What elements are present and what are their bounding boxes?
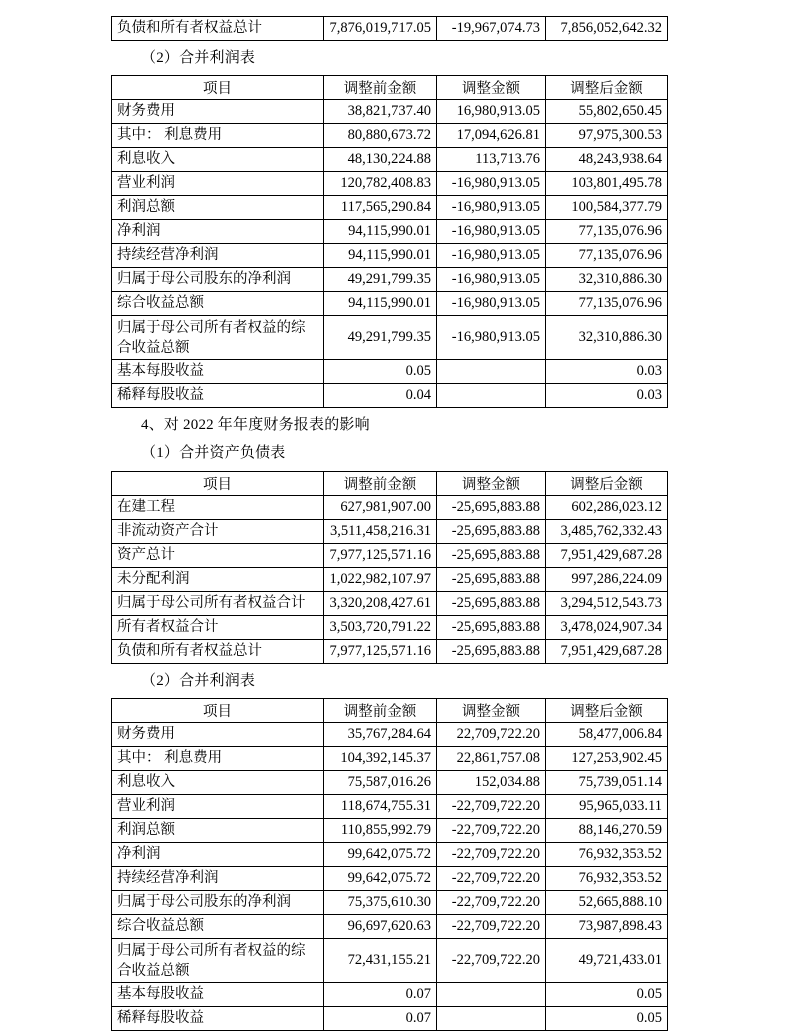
row-item-label: 其中： 利息费用: [112, 747, 324, 771]
row-amount-adjust: -25,695,883.88: [437, 568, 546, 592]
row-amount-after: 0.03: [546, 384, 668, 408]
table-row: [112, 939, 668, 983]
row-amount-adjust: -25,695,883.88: [437, 592, 546, 616]
table-row: [112, 723, 668, 747]
table-row: [112, 747, 668, 771]
row-amount-before: 0.07: [324, 1007, 437, 1031]
row-amount-adjust: -22,709,722.20: [437, 915, 546, 939]
row-item-label: 利息收入: [112, 148, 324, 172]
row-amount-before: 0.04: [324, 384, 437, 408]
row-amount-adjust: [437, 983, 546, 1007]
row-amount-before: 117,565,290.84: [324, 196, 437, 220]
row-amount-before: 1,022,982,107.97: [324, 568, 437, 592]
row-item-label: 营业利润: [112, 172, 324, 196]
row-amount-adjust: -16,980,913.05: [437, 244, 546, 268]
row-item-label: 营业利润: [112, 795, 324, 819]
row-amount-before: 49,291,799.35: [324, 316, 437, 360]
column-header-before: 调整前金额: [324, 76, 437, 100]
table-row: [112, 771, 668, 795]
row-amount-adjust: -16,980,913.05: [437, 292, 546, 316]
table-row: [112, 544, 668, 568]
row-amount-before: 0.07: [324, 983, 437, 1007]
table-row: [112, 568, 668, 592]
table-row: [112, 220, 668, 244]
row-amount-before: 94,115,990.01: [324, 292, 437, 316]
row-amount-adjust: 22,861,757.08: [437, 747, 546, 771]
row-item-label: 所有者权益合计: [112, 616, 324, 640]
row-amount-after: 76,932,353.52: [546, 867, 668, 891]
row-amount-after: 77,135,076.96: [546, 244, 668, 268]
row-amount-after: 602,286,023.12: [546, 496, 668, 520]
table-row: [112, 360, 668, 384]
row-item-label: 利润总额: [112, 196, 324, 220]
row-amount-adjust: 152,034.88: [437, 771, 546, 795]
row-amount-before: 72,431,155.21: [324, 939, 437, 983]
row-amount-adjust: [437, 1007, 546, 1031]
row-item-label: 其中： 利息费用: [112, 124, 324, 148]
table-row: [112, 915, 668, 939]
table-row: [112, 316, 668, 360]
row-amount-before: 3,511,458,216.31: [324, 520, 437, 544]
row-amount-after: 3,485,762,332.43: [546, 520, 668, 544]
table-row: [112, 867, 668, 891]
row-amount-adjust: [437, 360, 546, 384]
heading-profit-2021: （2）合并利润表: [141, 50, 256, 66]
table-row: [112, 100, 668, 124]
row-amount-adjust: -22,709,722.20: [437, 867, 546, 891]
row-amount-before: 118,674,755.31: [324, 795, 437, 819]
row-amount-before: 120,782,408.83: [324, 172, 437, 196]
row-amount-adjust: -16,980,913.05: [437, 268, 546, 292]
row-item-label: 归属于母公司股东的净利润: [112, 268, 324, 292]
column-header-adjust: 调整金额: [437, 472, 546, 496]
table-balance-2022-head: [112, 472, 668, 496]
row-amount-after: 48,243,938.64: [546, 148, 668, 172]
table-row: [112, 17, 668, 41]
row-amount-adjust: -22,709,722.20: [437, 795, 546, 819]
row-amount-adjust: 17,094,626.81: [437, 124, 546, 148]
row-amount-after: 75,739,051.14: [546, 771, 668, 795]
row-item-label: 归属于母公司股东的净利润: [112, 891, 324, 915]
row-amount-adjust: -22,709,722.20: [437, 819, 546, 843]
row-amount-after: 49,721,433.01: [546, 939, 668, 983]
row-amount-before: 75,587,016.26: [324, 771, 437, 795]
row-amount-after: 997,286,224.09: [546, 568, 668, 592]
row-item-label: 财务费用: [112, 100, 324, 124]
row-item-label: 持续经营净利润: [112, 244, 324, 268]
row-amount-adjust: 22,709,722.20: [437, 723, 546, 747]
row-amount-adjust: -16,980,913.05: [437, 196, 546, 220]
table-continuation-body: [112, 17, 668, 41]
row-amount-after: 0.05: [546, 1007, 668, 1031]
row-amount-adjust: -25,695,883.88: [437, 640, 546, 664]
row-item-label: 基本每股收益: [112, 983, 324, 1007]
row-amount-after: 52,665,888.10: [546, 891, 668, 915]
table-row: [112, 292, 668, 316]
table-row: [112, 172, 668, 196]
row-amount-adjust: -16,980,913.05: [437, 172, 546, 196]
row-item-label: 持续经营净利润: [112, 867, 324, 891]
table-balance-2022-body: [112, 496, 668, 664]
row-amount-after: 100,584,377.79: [546, 196, 668, 220]
row-amount-adjust: -16,980,913.05: [437, 316, 546, 360]
table-balance-2022: [111, 471, 668, 664]
row-amount-after: 58,477,006.84: [546, 723, 668, 747]
row-amount-before: 35,767,284.64: [324, 723, 437, 747]
table-row: [112, 1007, 668, 1031]
row-amount-before: 80,880,673.72: [324, 124, 437, 148]
row-amount-after: 7,951,429,687.28: [546, 640, 668, 664]
row-amount-adjust: -16,980,913.05: [437, 220, 546, 244]
row-amount-before: 96,697,620.63: [324, 915, 437, 939]
row-amount-before: 7,977,125,571.16: [324, 544, 437, 568]
table-row: [112, 640, 668, 664]
row-amount-after: 127,253,902.45: [546, 747, 668, 771]
row-amount-after: 3,478,024,907.34: [546, 616, 668, 640]
row-amount-before: 38,821,737.40: [324, 100, 437, 124]
table-profit-2022-head: [112, 699, 668, 723]
row-amount-adjust: -25,695,883.88: [437, 496, 546, 520]
row-amount-before: 94,115,990.01: [324, 220, 437, 244]
table-row: [112, 616, 668, 640]
row-amount-before: 7,876,019,717.05: [324, 17, 437, 41]
table-header-row: [112, 472, 668, 496]
row-amount-adjust: -25,695,883.88: [437, 520, 546, 544]
row-item-label: 利息收入: [112, 771, 324, 795]
column-header-before: 调整前金额: [324, 699, 437, 723]
row-item-label: 在建工程: [112, 496, 324, 520]
table-profit-2022: [111, 698, 668, 1031]
table-row: [112, 795, 668, 819]
row-item-label: 综合收益总额: [112, 915, 324, 939]
row-item-label: 稀释每股收益: [112, 384, 324, 408]
row-amount-adjust: [437, 384, 546, 408]
table-row: [112, 496, 668, 520]
row-amount-after: 32,310,886.30: [546, 316, 668, 360]
table-row: [112, 983, 668, 1007]
row-amount-after: 0.03: [546, 360, 668, 384]
table-profit-2021: [111, 75, 668, 408]
row-item-label: 归属于母公司所有者权益合计: [112, 592, 324, 616]
row-amount-before: 94,115,990.01: [324, 244, 437, 268]
row-amount-after: 77,135,076.96: [546, 292, 668, 316]
row-amount-after: 7,951,429,687.28: [546, 544, 668, 568]
row-item-label: 负债和所有者权益总计: [112, 17, 324, 41]
table-profit-2021-body: [112, 100, 668, 408]
row-amount-after: 95,965,033.11: [546, 795, 668, 819]
row-amount-after: 32,310,886.30: [546, 268, 668, 292]
row-amount-before: 0.05: [324, 360, 437, 384]
row-amount-before: 3,320,208,427.61: [324, 592, 437, 616]
table-row: [112, 196, 668, 220]
row-item-label: 综合收益总额: [112, 292, 324, 316]
row-item-label: 归属于母公司所有者权益的综合收益总额: [112, 939, 324, 983]
row-item-label: 归属于母公司所有者权益的综合收益总额: [112, 316, 324, 360]
row-amount-before: 7,977,125,571.16: [324, 640, 437, 664]
column-header-after: 调整后金额: [546, 472, 668, 496]
table-row: [112, 244, 668, 268]
row-item-label: 净利润: [112, 843, 324, 867]
heading-section-2022: 4、对 2022 年年度财务报表的影响: [141, 417, 370, 433]
row-amount-before: 110,855,992.79: [324, 819, 437, 843]
table-row: [112, 843, 668, 867]
table-profit-2022-body: [112, 723, 668, 1031]
row-amount-after: 103,801,495.78: [546, 172, 668, 196]
table-profit-2021-head: [112, 76, 668, 100]
heading-balance-2022: （1）合并资产负债表: [141, 445, 286, 461]
table-row: [112, 819, 668, 843]
row-amount-before: 99,642,075.72: [324, 867, 437, 891]
row-amount-after: 7,856,052,642.32: [546, 17, 668, 41]
column-header-before: 调整前金额: [324, 472, 437, 496]
table-row: [112, 384, 668, 408]
row-amount-before: 104,392,145.37: [324, 747, 437, 771]
row-amount-before: 627,981,907.00: [324, 496, 437, 520]
row-amount-after: 76,932,353.52: [546, 843, 668, 867]
table-row: [112, 891, 668, 915]
row-amount-adjust: -25,695,883.88: [437, 616, 546, 640]
table-row: [112, 148, 668, 172]
row-amount-adjust: -22,709,722.20: [437, 939, 546, 983]
row-amount-after: 55,802,650.45: [546, 100, 668, 124]
row-item-label: 稀释每股收益: [112, 1007, 324, 1031]
column-header-item: 项目: [112, 76, 324, 100]
row-amount-after: 77,135,076.96: [546, 220, 668, 244]
heading-profit-2022: （2）合并利润表: [141, 673, 256, 689]
table-header-row: [112, 76, 668, 100]
table-row: [112, 520, 668, 544]
row-item-label: 负债和所有者权益总计: [112, 640, 324, 664]
row-amount-before: 49,291,799.35: [324, 268, 437, 292]
row-amount-adjust: 16,980,913.05: [437, 100, 546, 124]
row-amount-adjust: -22,709,722.20: [437, 843, 546, 867]
row-item-label: 净利润: [112, 220, 324, 244]
row-amount-adjust: -19,967,074.73: [437, 17, 546, 41]
column-header-item: 项目: [112, 699, 324, 723]
table-continuation: [111, 16, 668, 41]
row-item-label: 财务费用: [112, 723, 324, 747]
table-row: [112, 592, 668, 616]
row-amount-before: 48,130,224.88: [324, 148, 437, 172]
column-header-adjust: 调整金额: [437, 76, 546, 100]
table-header-row: [112, 699, 668, 723]
column-header-item: 项目: [112, 472, 324, 496]
row-item-label: 资产总计: [112, 544, 324, 568]
page-content: [111, 16, 667, 1031]
row-amount-adjust: -25,695,883.88: [437, 544, 546, 568]
row-amount-after: 0.05: [546, 983, 668, 1007]
row-amount-after: 97,975,300.53: [546, 124, 668, 148]
row-amount-before: 3,503,720,791.22: [324, 616, 437, 640]
row-item-label: 基本每股收益: [112, 360, 324, 384]
row-amount-after: 73,987,898.43: [546, 915, 668, 939]
column-header-adjust: 调整金额: [437, 699, 546, 723]
row-amount-after: 88,146,270.59: [546, 819, 668, 843]
row-amount-before: 75,375,610.30: [324, 891, 437, 915]
row-item-label: 未分配利润: [112, 568, 324, 592]
column-header-after: 调整后金额: [546, 76, 668, 100]
row-amount-adjust: 113,713.76: [437, 148, 546, 172]
row-item-label: 非流动资产合计: [112, 520, 324, 544]
row-amount-after: 3,294,512,543.73: [546, 592, 668, 616]
column-header-after: 调整后金额: [546, 699, 668, 723]
table-row: [112, 268, 668, 292]
table-row: [112, 124, 668, 148]
row-amount-before: 99,642,075.72: [324, 843, 437, 867]
row-item-label: 利润总额: [112, 819, 324, 843]
row-amount-adjust: -22,709,722.20: [437, 891, 546, 915]
